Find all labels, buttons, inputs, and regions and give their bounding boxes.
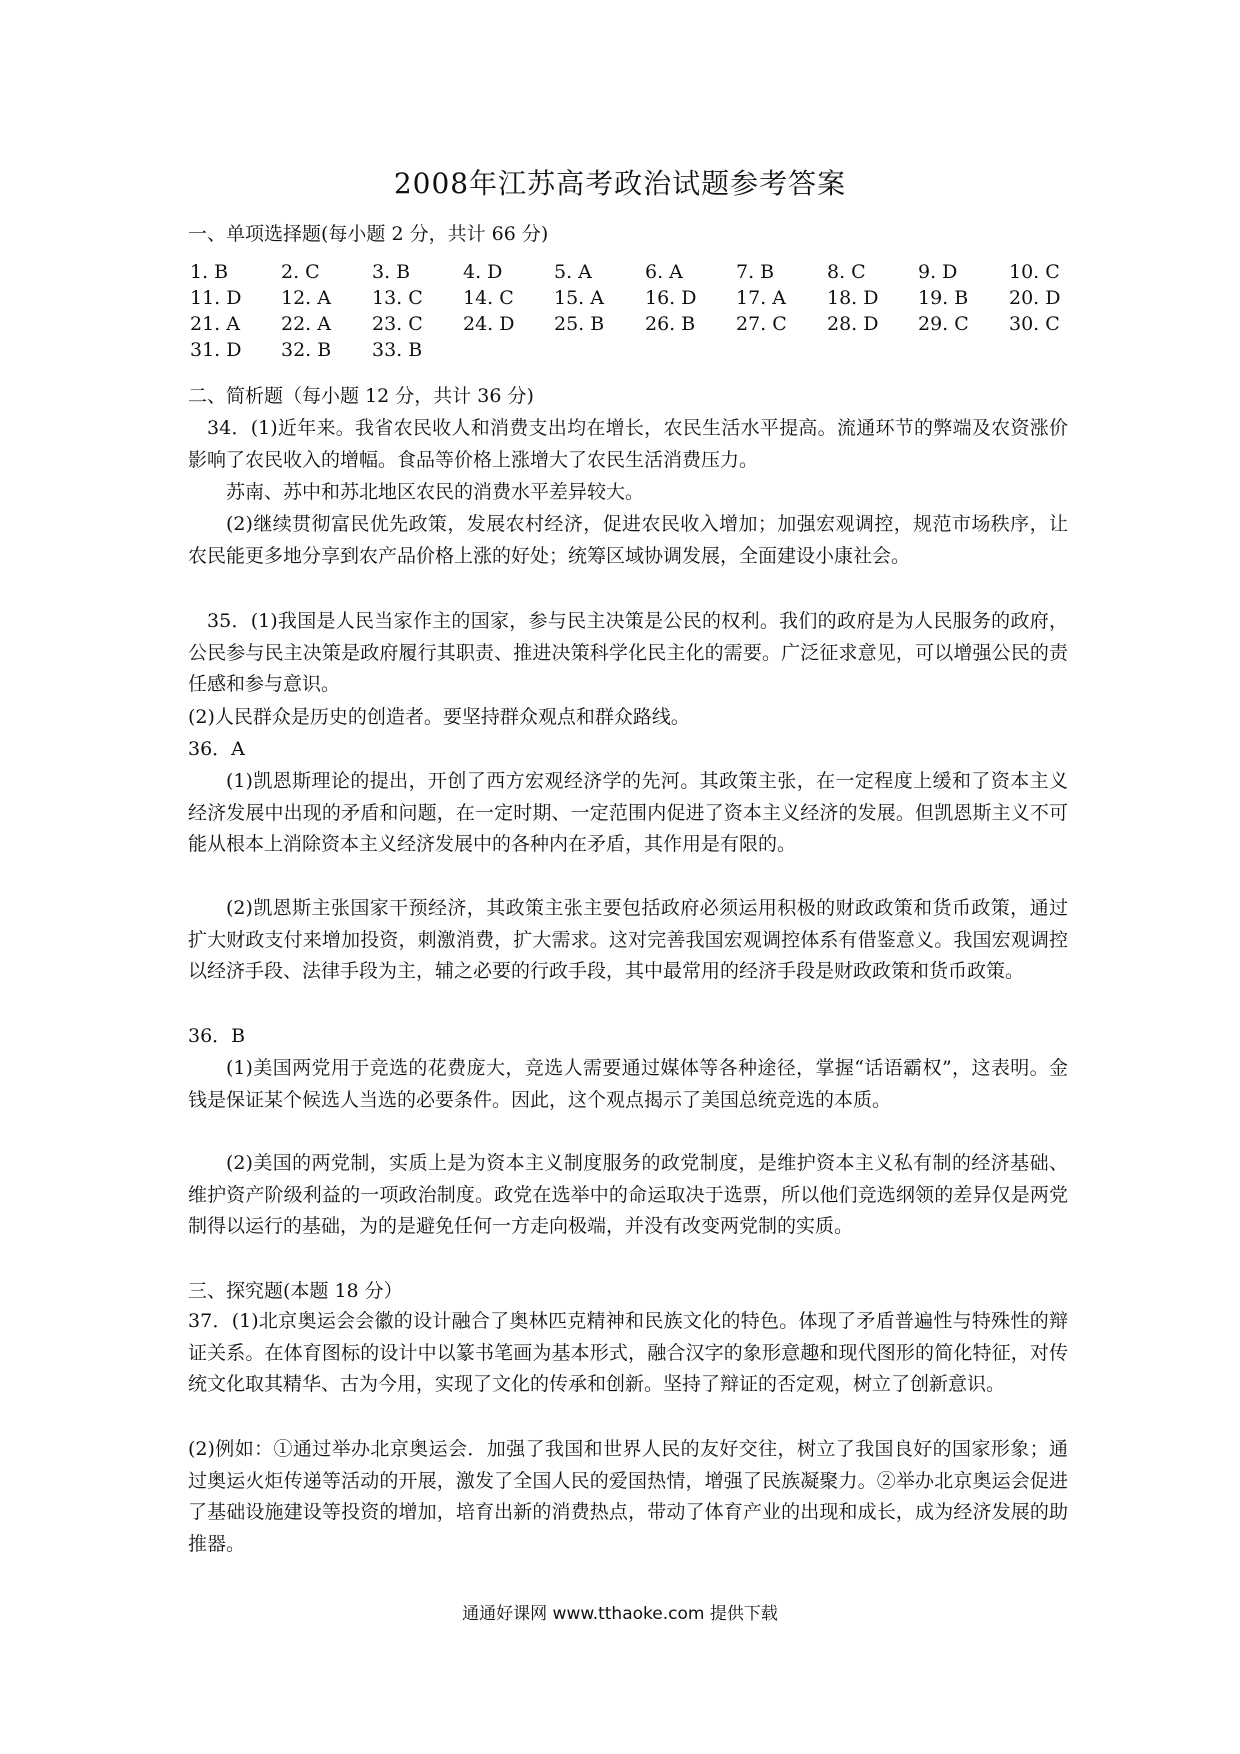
answer-item: 27. C [736,313,787,335]
answer-item: 21. A [190,313,240,335]
answer-item: 15. A [554,287,604,309]
answer-item: 18. D [827,287,879,309]
answer-item: 4. D [463,261,503,283]
answer-item: 1. B [190,261,229,283]
question-36b-part-1: (1)美国两党用于竞选的花费庞大，竞选人需要通过媒体等各种途径，掌握“话语霸权”，这表明。金钱是保证某个候选人当选的必要条件。因此，这个观点揭示了美国总统竞选的本质。 [188,1057,1068,1111]
page-title: 2008年江苏高考政治试题参考答案 [393,167,847,200]
question-37-part-2: (2)例如：①通过举办北京奥运会．加强了我国和世界人民的友好交往，树立了我国良好的国家形象；通过奥运火炬传递等活动的开展，激发了全国人民的爱国热情，增强了民族凝聚力。②举办北京奥运会促进了基础设施建设等投资的增加，培育出新的消费热点，带动了体育产业的出现和成长，成为经济发展的助推器。 [188,1438,1068,1555]
question-34-part-2: (2)继续贯彻富民优先政策，发展农村经济，促进农民收入增加；加强宏观调控，规范市场秩序，让农民能更多地分享到农产品价格上涨的好处；统筹区域协调发展，全面建设小康社会。 [188,513,1068,567]
answer-item: 8. C [827,261,866,283]
answer-item: 31. D [190,339,242,361]
answer-item: 20. D [1009,287,1061,309]
answer-item: 10. C [1009,261,1060,283]
answer-item: 22. A [281,313,331,335]
question-36a-part-1: (1)凯恩斯理论的提出，开创了西方宏观经济学的先河。其政策主张，在一定程度上缓和了资本主义经济发展中出现的矛盾和问题，在一定时期、一定范围内促进了资本主义经济的发展。但凯恩斯主义不可能从根本上消除资本主义经济发展中的各种内在矛盾，其作用是有限的。 [188,770,1068,856]
answer-item: 26. B [645,313,696,335]
answer-item: 2. C [281,261,320,283]
answer-item: 33. B [372,339,423,361]
answer-item: 16. D [645,287,697,309]
section-heading-multiple-choice: 一、单项选择题(每小题 2 分，共计 66 分) [188,223,549,245]
page-footer: 通通好课网 www.tthaoke.com 提供下载 [462,1604,778,1624]
answer-item: 28. D [827,313,879,335]
answer-item: 12. A [281,287,331,309]
answer-item: 5. A [554,261,592,283]
question-36a-part-2: (2)凯恩斯主张国家干预经济，其政策主张主要包括政府必须运用积极的财政政策和货币政策，通过扩大财政支付来增加投资，刺激消费，扩大需求。这对完善我国宏观调控体系有借鉴意义。我国宏观调控以经济手段、法律手段为主，辅之必要的行政手段，其中最常用的经济手段是财政政策和货币政策。 [188,897,1068,983]
question-35-part-2: (2)人民群众是历史的创造者。要坚持群众观点和群众路线。 [188,706,690,728]
answer-item: 24. D [463,313,515,335]
answer-item: 19. B [918,287,969,309]
answer-item: 7. B [736,261,775,283]
answer-item: 30. C [1009,313,1060,335]
answer-item: 23. C [372,313,423,335]
answer-item: 25. B [554,313,605,335]
answer-item: 6. A [645,261,683,283]
answer-item: 32. B [281,339,332,361]
answer-item: 11. D [190,287,242,309]
question-36a-label: 36．A [188,738,245,760]
question-36b-part-2: (2)美国的两党制，实质上是为资本主义制度服务的政党制度，是维护资本主义私有制的经济基础、维护资产阶级利益的一项政治制度。政党在选举中的命运取决于选票，所以他们竞选纲领的差异仅是两党制得以运行的基础，为的是避免任何一方走向极端，并没有改变两党制的实质。 [188,1152,1068,1238]
question-37-part-1: 37．(1)北京奥运会会徽的设计融合了奥林匹克精神和民族文化的特色。体现了矛盾普遍性与特殊性的辩证关系。在体育图标的设计中以篆书笔画为基本形式，融合汉字的象形意趣和现代图形的简化特征，对传统文化取其精华、古为今用，实现了文化的传承和创新。坚持了辩证的否定观，树立了创新意识。 [188,1310,1068,1396]
answer-item: 17. A [736,287,786,309]
answer-item: 9. D [918,261,958,283]
answer-item: 13. C [372,287,423,309]
question-34-regional-note: 苏南、苏中和苏北地区农民的消费水平差异较大。 [226,481,645,503]
question-35-part-1: 35．(1)我国是人民当家作主的国家，参与民主决策是公民的权利。我们的政府是为人民服务的政府，公民参与民主决策是政府履行其职责、推进决策科学化民主化的需要。广泛征求意见，可以增强公民的责任感和参与意识。 [188,610,1068,696]
answer-item: 3. B [372,261,411,283]
section-heading-inquiry: 三、探究题(本题 18 分） [188,1280,403,1302]
question-36b-label: 36．B [188,1025,246,1047]
question-34-part-1: 34．(1)近年来。我省农民收人和消费支出均在增长，农民生活水平提高。流通环节的弊端及农资涨价影响了农民收入的增幅。食品等价格上涨增大了农民生活消费压力。 [188,417,1068,471]
answer-item: 29. C [918,313,969,335]
answer-item: 14. C [463,287,514,309]
section-heading-short-analysis: 二、简析题（每小题 12 分，共计 36 分) [188,385,534,407]
